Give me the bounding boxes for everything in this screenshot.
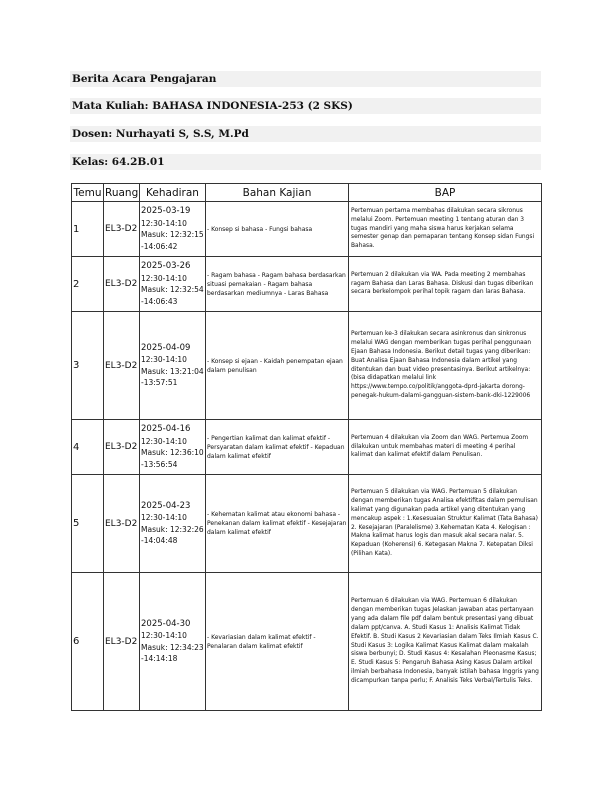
- bap-cell: Pertemuan 4 dilakukan via Zoom dan WAG. Pertemua Zoom dilakukan untuk membahas materi di meeting 4 perihal kalimat dan kalimat efektif dalam Penulisan.: [349, 420, 542, 475]
- kehadiran-cell: [140, 257, 206, 312]
- kehadiran-cell: [140, 573, 206, 711]
- ruang-cell: EL3-D2: [104, 202, 140, 257]
- tanggal-text: 2025-04-23: [141, 500, 191, 511]
- ruang-cell: EL3-D2: [104, 312, 140, 420]
- masuk-text: Masuk: 12:32:26: [141, 524, 204, 534]
- lecturer-info: Dosen: Nurhayati S, S.S, M.Pd: [70, 126, 541, 142]
- temu-cell: 5: [72, 475, 104, 573]
- keluar-text: -14:06:42: [141, 241, 178, 251]
- table-row: [72, 475, 542, 573]
- page-title: Berita Acara Pengajaran: [70, 71, 541, 87]
- bahan-kajian-cell: - Ragam bahasa - Ragam bahasa berdasarkan situasi pemakaian - Ragam bahasa berdasarkan mediumnya - Laras Bahasa: [206, 257, 349, 312]
- column-header-temu: Temu: [72, 184, 104, 202]
- bahan-kajian-cell: - Kehematan kalimat atau ekonomi bahasa - Penekanan dalam kalimat efektif - Kesejajaran dalam kalimat efektif: [206, 475, 349, 573]
- masuk-text: Masuk: 12:32:15: [141, 230, 204, 239]
- bahan-kajian-cell: - Kevariasian dalam kalimat efektif - Penalaran dalam kalimat efektif: [206, 573, 349, 711]
- course-info: Mata Kuliah: BAHASA INDONESIA-253 (2 SKS): [70, 98, 541, 114]
- column-header-ruang: Ruang: [104, 184, 140, 202]
- ruang-cell: EL3-D2: [104, 257, 140, 312]
- kehadiran-cell: [140, 475, 206, 573]
- bahan-kajian-cell: - Pengertian kalimat dan kalimat efektif - Persyaratan dalam kalimat efektif - Kepaduan dalam kalimat efektif: [206, 420, 349, 475]
- bahan-kajian-cell: - Konsep si ejaan - Kaidah penempatan ejaan dalam penulisan: [206, 312, 349, 420]
- temu-cell: 1: [72, 202, 104, 257]
- tanggal-text: 2025-03-19: [141, 206, 191, 216]
- keluar-text: -13:57:51: [141, 378, 178, 387]
- table-row: [72, 202, 542, 257]
- masuk-text: Masuk: 12:32:54: [141, 285, 204, 294]
- bahan-kajian-cell: - Konsep si bahasa - Fungsi bahasa: [206, 202, 349, 257]
- ruang-cell: EL3-D2: [104, 420, 140, 475]
- tanggal-text: 2025-04-30: [141, 618, 191, 629]
- temu-cell: 6: [72, 573, 104, 711]
- bap-cell: Pertemuan pertama membahas dilakukan secara sikronus melalui Zoom. Pertemuan meeting 1 tentang aturan dan 3 tugas mandiri yang maha siswa harus kerjakan selama semester genap dan pemaparan tentang Konsep sidan Fungsi Bahasa.: [349, 202, 542, 257]
- tanggal-text: 2025-03-26: [141, 261, 191, 271]
- temu-cell: 2: [72, 257, 104, 312]
- kehadiran-cell: [140, 312, 206, 420]
- column-header-kehadiran: Kehadiran: [140, 184, 206, 202]
- masuk-text: Masuk: 13:21:04: [141, 366, 204, 376]
- table-row: [72, 312, 542, 420]
- column-header-bap: BAP: [349, 184, 542, 202]
- kehadiran-cell: [140, 202, 206, 257]
- masuk-text: Masuk: 12:34:23: [141, 642, 204, 652]
- ruang-cell: EL3-D2: [104, 573, 140, 711]
- ruang-cell: EL3-D2: [104, 475, 140, 573]
- column-header-bahan-kajian: Bahan Kajian: [206, 184, 349, 202]
- table-row: [72, 420, 542, 475]
- table-row: [72, 573, 542, 711]
- bap-cell: Pertemuan 2 dilakukan via WA. Pada meeting 2 membahas ragam Bahasa dan Laras Bahasa. Diskusi dan tugas diberikan secara berkelompok perihal topik ragam dan laras Bahasa.: [349, 257, 542, 312]
- keluar-text: -14:06:43: [141, 296, 178, 306]
- jam-text: 12:30-14:10: [141, 273, 187, 283]
- table-header-row: [72, 184, 542, 202]
- bap-table: [71, 183, 542, 711]
- table-row: [72, 257, 542, 312]
- jam-text: 12:30-14:10: [141, 631, 187, 640]
- tanggal-text: 2025-04-16: [141, 424, 191, 434]
- jam-text: 12:30-14:10: [141, 355, 187, 364]
- class-info: Kelas: 64.2B.01: [70, 154, 541, 170]
- tanggal-text: 2025-04-09: [141, 342, 191, 353]
- jam-text: 12:30-14:10: [141, 436, 187, 446]
- jam-text: 12:30-14:10: [141, 218, 187, 228]
- keluar-text: -14:14:18: [141, 654, 178, 663]
- kehadiran-cell: [140, 420, 206, 475]
- masuk-text: Masuk: 12:36:10: [141, 448, 204, 457]
- temu-cell: 4: [72, 420, 104, 475]
- keluar-text: -14:04:48: [141, 536, 178, 545]
- bap-cell: Pertemuan ke-3 dilakukan secara asinkronus dan sinkronus melalui WAG dengan memberikan tugas perihal penggunaan Ejaan Bahasa Indonesia. Berikut detail tugas yang diberikan: Buat Analisa Ejaan Bahasa Indonesia dalam artikel yang ditentukan dan buat video presentasinya. Berikut artikelnya: (bisa didapatkan melalui link https://www.tempo.co/politik/anggota-dprd-jakarta dorong-penegak-hukum-dalami-gangguan-sistem-bank-dki-1229006: [349, 312, 542, 420]
- jam-text: 12:30-14:10: [141, 513, 187, 522]
- keluar-text: -13:56:54: [141, 459, 178, 469]
- temu-cell: 3: [72, 312, 104, 420]
- bap-cell: Pertemuan 5 dilakukan via WAG. Pertemuan 5 dilakukan dengan memberikan tugas Analisa efektifitas dalam pemulisan kalimat yang digunakan pada artikel yang ditentukan yang mencakup aspek : 1.Kesesuaian Struktur Kalimat (Tata Bahasa) 2. Kesejajaran (Paralelisme) 3.Kehematan Kata 4. Kelogisan : Makna kalimat harus logis dan masuk akal secara nalar. 5. Kepaduan (Koherensi) 6. Ketegasan Makna 7. Ketepatan Diksi (Pilihan Kata).: [349, 475, 542, 573]
- bap-cell: Pertemuan 6 dilakukan via WAG. Pertemuan 6 dilakukan dengan memberikan tugas Jelaskan jawaban atas pertanyaan yang ada dalam file pdf dalam bentuk presentasi yang dibuat dalam ppt/canva. A. Studi Kasus 1: Analisis Kalimat Tidak Efektif. B. Studi Kasus 2 Kevariasian dalam Teks Ilmiah Kasus C. Studi Kasus 3: Logika Kalimat Kasus Kalimat dalam makalah siswa berbunyi; D. Studi Kasus 4: Kesalahan Pleonasme Kasus; E. Studi Kasus 5: Pengaruh Bahasa Asing Kasus Dalam artikel ilmiah berbahasa Indonesia, banyak istilah bahasa Inggris yang dicampurkan tanpa perlu; F. Analisis Teks Verbal/Tertulis Teks.: [349, 573, 542, 711]
